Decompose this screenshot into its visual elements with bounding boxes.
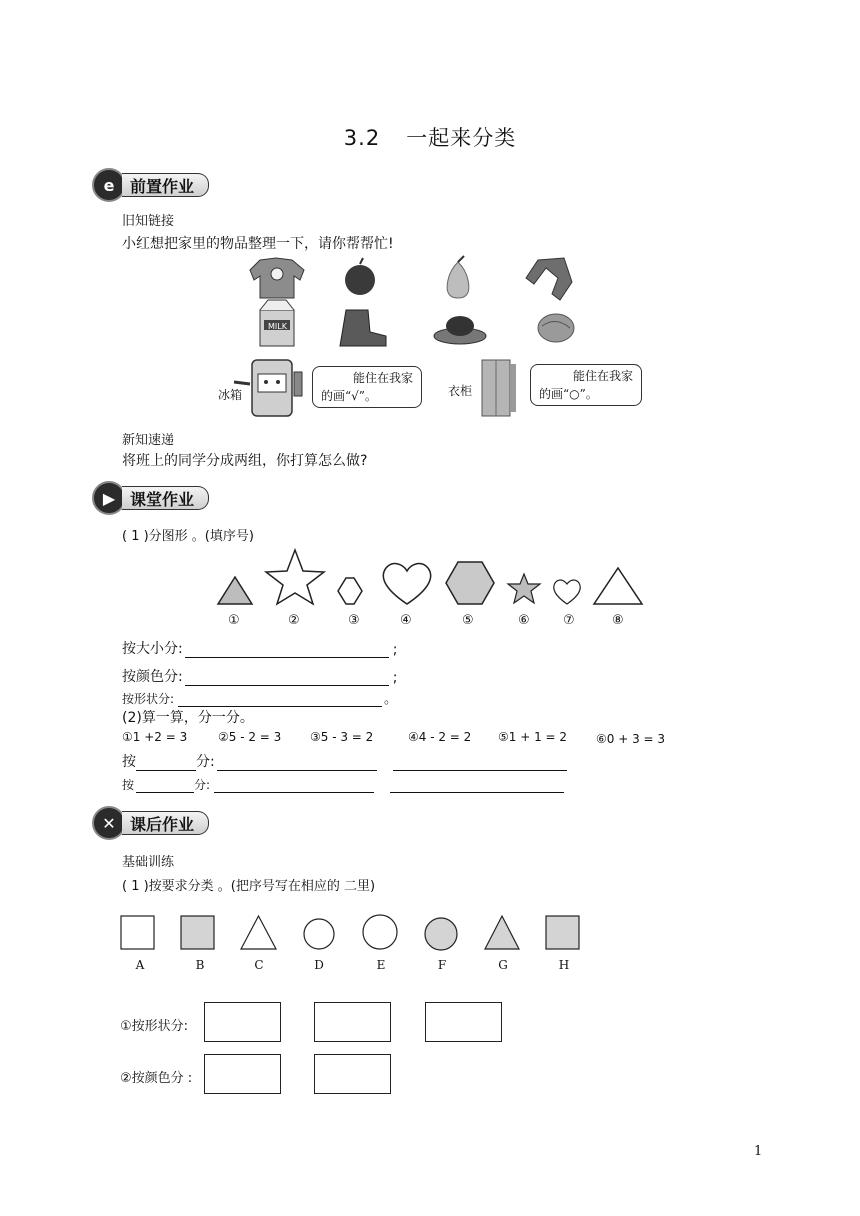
letter-F: F: [437, 958, 447, 972]
semicolon: ;: [392, 642, 398, 658]
shape-3-hexagon: [338, 578, 362, 604]
an-label: 按: [122, 754, 136, 770]
criterion-blank-1[interactable]: [136, 756, 196, 771]
play-icon: ▶: [92, 481, 126, 515]
shape-8-triangle: [594, 568, 642, 604]
closet-icon: [482, 360, 516, 416]
by-color-box-label: ②按颜色分 :: [120, 1071, 193, 1086]
pear-icon: [447, 256, 469, 298]
shape-num-5: ⑤: [462, 613, 474, 628]
class-question-1: ( 1 )分图形 。(填序号): [122, 529, 254, 544]
answer-by-color: [122, 666, 397, 686]
new-knowledge-heading: 新知速递: [122, 433, 175, 448]
letter-H: H: [558, 958, 570, 972]
fridge-speech-bubble: [312, 366, 422, 408]
answer-by-size: [122, 638, 397, 658]
section-banner-pre: [92, 170, 209, 200]
runner-icon: ✕: [92, 806, 126, 840]
section-label: 前置作业: [122, 173, 209, 197]
an-label: 按: [122, 778, 135, 792]
section-label: 课后作业: [122, 811, 209, 835]
shape-E-circle: [363, 915, 397, 949]
closet-bubble-line1: 能住在我家: [572, 369, 633, 383]
task-group-classmates: 将班上的同学分成两组，你打算怎么做?: [122, 453, 368, 469]
shape-answer-box-1[interactable]: [204, 1002, 281, 1042]
cabbage-icon: [538, 314, 574, 342]
shape-num-4: ④: [400, 613, 412, 628]
by-shape-blank[interactable]: [178, 692, 382, 707]
equation-6: ⑥0 + 3 = 3: [596, 732, 666, 746]
fen-label: 分:: [196, 754, 215, 770]
swirl-icon: e: [92, 168, 126, 202]
shape-D-circle: [304, 919, 334, 949]
apple-icon: [345, 258, 375, 295]
fridge-label: 冰箱: [218, 388, 243, 402]
shape-B-square: [181, 916, 214, 949]
letter-D: D: [314, 958, 324, 972]
by-size-label: 按大小分:: [122, 641, 183, 657]
page-title: [0, 122, 860, 152]
svg-text:MILK: MILK: [268, 322, 287, 331]
sweater-icon: [250, 258, 304, 298]
section-label: 课堂作业: [122, 486, 209, 510]
fridge-bubble-line1: 能住在我家: [352, 371, 413, 385]
shape-num-8: ⑧: [612, 613, 624, 628]
semicolon: ;: [392, 670, 398, 686]
shapes-row: [200, 546, 660, 610]
by-color-label: 按颜色分:: [122, 669, 183, 685]
shape-C-triangle: [241, 916, 276, 949]
by-shape-box-label: ①按形状分:: [120, 1019, 189, 1034]
fridge-icon: [234, 360, 302, 416]
closet-label: 衣柜: [448, 384, 473, 398]
milk-box-icon: [260, 300, 294, 346]
shape-num-1: ①: [228, 613, 240, 628]
shape-2-star: [266, 550, 324, 604]
shape-F-circle: [425, 918, 457, 950]
household-items-illustration: [220, 254, 640, 420]
title-text: 一起来分类: [406, 126, 517, 150]
shape-answer-box-2[interactable]: [314, 1002, 391, 1042]
boot-icon: [340, 310, 386, 346]
trousers-icon: [526, 258, 572, 300]
letter-G: G: [498, 958, 508, 972]
basic-training-heading: 基础训练: [122, 855, 175, 870]
closet-bubble-line2: 的画“○”。: [539, 387, 598, 401]
shape-6-star: [508, 574, 540, 603]
equation-5: ⑤1 + 1 = 2: [498, 730, 568, 744]
shape-4-heart: [383, 564, 430, 604]
lettered-shapes-row: [118, 912, 588, 954]
title-number: 3.2: [343, 126, 381, 150]
equation-3: ③5 - 3 = 2: [310, 730, 374, 744]
by-color-blank[interactable]: [185, 671, 389, 686]
shape-1-triangle: [218, 577, 252, 604]
period: 。: [384, 692, 398, 707]
equation-2: ②5 - 2 = 3: [218, 730, 282, 744]
homework-question-1: ( 1 )按要求分类 。(把序号写在相应的 二里): [122, 879, 376, 894]
letter-C: C: [254, 958, 264, 972]
group-a-blank-1[interactable]: [217, 756, 377, 771]
color-answer-box-1[interactable]: [204, 1054, 281, 1094]
letter-B: B: [195, 958, 205, 972]
color-answer-box-2[interactable]: [314, 1054, 391, 1094]
group-a-blank-2[interactable]: [214, 778, 374, 793]
page-number: 1: [754, 1144, 763, 1159]
answer-by-shape: [122, 688, 397, 707]
answer-eq-row-2: [122, 776, 564, 793]
group-b-blank-1[interactable]: [393, 756, 567, 771]
shape-answer-box-3[interactable]: [425, 1002, 502, 1042]
old-knowledge-heading: 旧知链接: [122, 214, 175, 229]
criterion-blank-2[interactable]: [136, 778, 194, 793]
shape-num-3: ③: [348, 613, 360, 628]
shape-G-triangle: [485, 916, 519, 949]
shape-num-7: ⑦: [563, 613, 575, 628]
task-organize: 小红想把家里的物品整理一下，请你帮帮忙!: [122, 236, 394, 252]
shape-5-hexagon: [446, 562, 494, 604]
shape-num-6: ⑥: [518, 613, 530, 628]
equation-1: ①1 +2 = 3: [122, 730, 188, 744]
letter-A: A: [135, 958, 145, 972]
fen-label: 分:: [194, 778, 211, 792]
by-shape-label: 按形状分:: [122, 692, 175, 706]
answer-eq-row-1: [122, 751, 567, 771]
by-size-blank[interactable]: [185, 643, 389, 658]
closet-speech-bubble: [530, 364, 642, 406]
class-question-2: (2)算一算，分一分。: [122, 710, 254, 726]
shape-A-square: [121, 916, 154, 949]
hat-icon: [434, 316, 486, 344]
section-banner-after: [92, 808, 209, 838]
fridge-bubble-line2: 的画“√”。: [321, 389, 377, 403]
shape-H-square: [546, 916, 579, 949]
shape-7-heart: [554, 580, 580, 604]
shape-num-2: ②: [288, 613, 300, 628]
equation-4: ④4 - 2 = 2: [408, 730, 472, 744]
group-b-blank-2[interactable]: [390, 778, 564, 793]
letter-E: E: [376, 958, 386, 972]
section-banner-class: [92, 483, 209, 513]
